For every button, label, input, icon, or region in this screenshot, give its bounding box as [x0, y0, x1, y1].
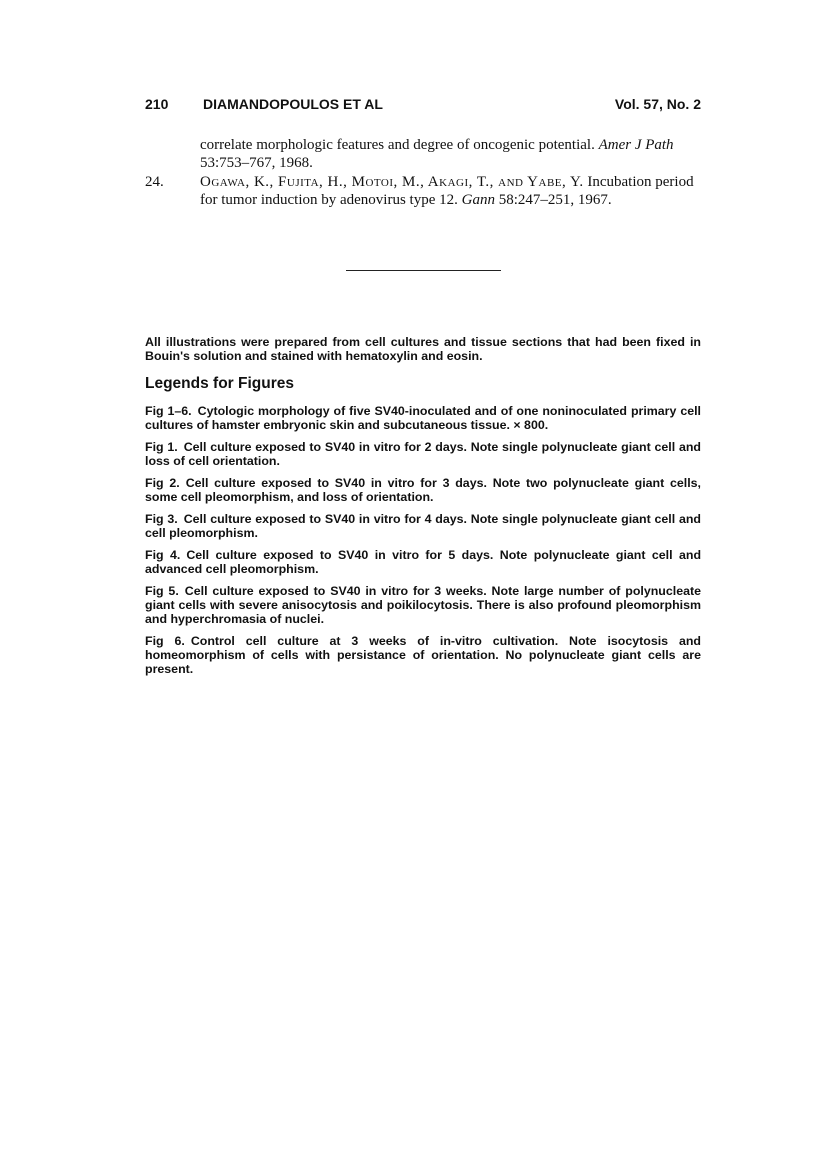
reference-journal: Amer J Path — [598, 137, 674, 153]
reference-continuation — [145, 136, 701, 172]
volume-info: Vol. 57, No. 2 — [614, 96, 701, 112]
legend-fig-1-6 — [145, 404, 701, 432]
legend-fig-6 — [145, 634, 701, 676]
legend-fig-4 — [145, 548, 701, 576]
legend-label: Fig 2. — [145, 476, 180, 490]
reference-authors: Ogawa, K., Fujita, H., Motoi, M., Akagi, T., and Yabe, Y. — [200, 174, 584, 190]
legend-label: Fig 5. — [145, 584, 179, 598]
running-header — [145, 96, 701, 116]
reference-number: 24. — [145, 174, 164, 190]
running-head-authors: DIAMANDOPOULOS ET AL — [203, 96, 383, 112]
legend-fig-5 — [145, 584, 701, 626]
legend-fig-1 — [145, 440, 701, 468]
legend-text: Cell culture exposed to SV40 in vitro for 3 weeks. Note large number of polynucleate giant cells with severe anisocytosis and poikilocytosis. There is also profound pleomorphism and hyperchromasia of nuclei. — [145, 584, 701, 626]
legend-text: Control cell culture at 3 weeks of in-vitro cultivation. Note isocytosis and homeomorphism of cells with persistance of orientation. No polynucleate giant cells are present. — [145, 634, 701, 676]
reference-list — [145, 136, 701, 210]
legend-label: Fig 4. — [145, 548, 181, 562]
section-divider — [346, 270, 501, 271]
reference-24 — [145, 173, 701, 209]
figure-legends — [145, 404, 701, 684]
reference-title: Incubation period for tumor induction by adenovirus type 12. — [200, 174, 694, 208]
legend-text: Cell culture exposed to SV40 in vitro for 2 days. Note single polynucleate giant cell and loss of cell orientation. — [145, 440, 702, 468]
page-number: 210 — [145, 96, 169, 112]
reference-text: correlate morphologic features and degree of oncogenic potential. — [200, 137, 595, 153]
reference-journal: Gann — [461, 192, 495, 208]
legend-fig-2 — [145, 476, 701, 504]
legend-label: Fig 1–6. — [145, 404, 192, 418]
legends-heading: Legends for Figures — [145, 375, 294, 392]
illustration-note: All illustrations were prepared from cell cultures and tissue sections that had been fixed in Bouin's solution and stained with hematoxylin and eosin. — [145, 335, 701, 363]
legend-label: Fig 6. — [145, 634, 185, 648]
legend-text: Cell culture exposed to SV40 in vitro for 5 days. Note polynucleate giant cell and advanced cell pleomorphism. — [145, 548, 702, 576]
reference-citation: 58:247–251, 1967. — [498, 192, 612, 208]
legend-text: Cell culture exposed to SV40 in vitro for 3 days. Note two polynucleate giant cells, some cell pleomorphism, and loss of orientation. — [145, 476, 701, 504]
legend-label: Fig 1. — [145, 440, 178, 454]
legend-fig-3 — [145, 512, 701, 540]
legend-text: Cell culture exposed to SV40 in vitro for 4 days. Note single polynucleate giant cell and cell pleomorphism. — [145, 512, 702, 540]
legend-label: Fig 3. — [145, 512, 178, 526]
legend-text: Cytologic morphology of five SV40-inoculated and of one noninoculated primary cell cultures of hamster embryonic skin and subcutaneous tissue. × 800. — [145, 404, 701, 432]
reference-citation: 53:753–767, 1968. — [200, 155, 313, 171]
